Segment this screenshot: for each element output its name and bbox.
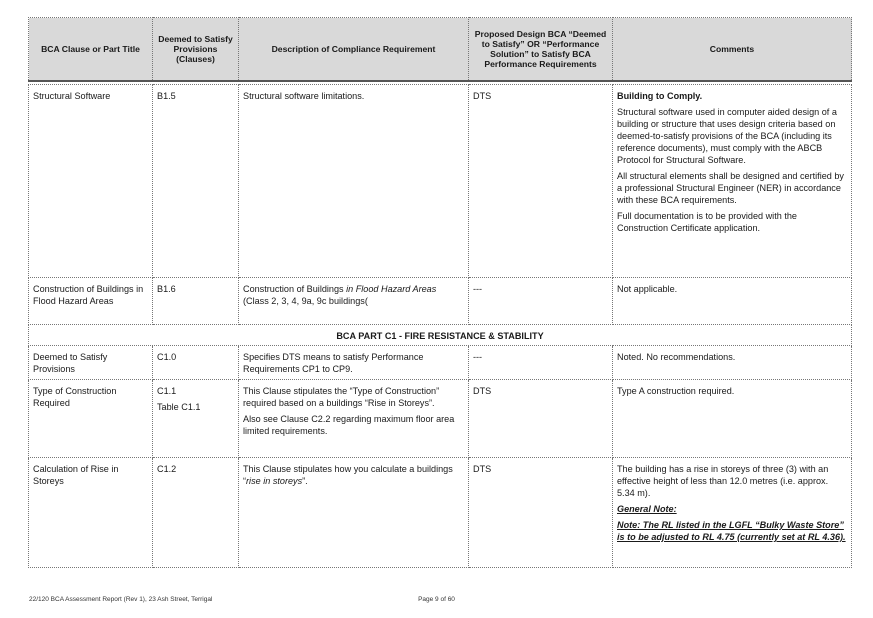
header-description: Description of Compliance Requirement [239,18,469,82]
row-comments [613,458,852,568]
header-proposed: Proposed Design BCA “Deemed to Satisfy” OR “Performance Solution” to Satisfy BCA Performance Requirements [469,18,613,82]
header-clause: BCA Clause or Part Title [29,18,153,82]
row-comments: Not applicable. [613,278,852,325]
header-dts: Deemed to Satisfy Provisions (Clauses) [153,18,239,82]
bca-assessment-table [28,17,852,568]
comment-heading: Building to Comply. [617,91,703,101]
comment-paragraph: All structural elements shall be designed and certified by a professional Structural Engineer (NER) in accordance with these BCA requirements. [617,171,844,205]
description-text: This Clause stipulates how you calculate a buildings “ [243,464,453,486]
row-proposed: DTS [469,85,613,278]
general-note-heading: General Note: [617,504,677,514]
row-description [239,380,469,458]
footer-page-number: Page 9 of 60 [418,596,455,603]
row-proposed: --- [469,346,613,380]
section-title: BCA PART C1 - FIRE RESISTANCE & STABILITY [29,325,852,346]
row-description [239,278,469,325]
row-proposed: DTS [469,380,613,458]
row-clause: B1.6 [153,278,239,325]
note-text: Note: The RL listed in the LGFL “Bulky Waste Store” is to be adjusted to RL 4.75 (currently set at RL 4.36). [617,520,846,542]
row-comments: Type A construction required. [613,380,852,458]
row-proposed: --- [469,278,613,325]
row-title: Deemed to Satisfy Provisions [29,346,153,380]
table-row [29,278,852,325]
table-header-row [29,18,852,82]
description-paragraph: This Clause stipulates the “Type of Construction” required based on a buildings “Rise in Storeys”. [243,386,440,408]
clause-number: C1.1 [157,386,177,396]
table-row [29,85,852,278]
section-header-row [29,325,852,346]
description-text: Construction of Buildings [243,284,347,294]
description-paragraph: Also see Clause C2.2 regarding maximum floor area limited requirements. [243,414,455,436]
footer-document-reference: 22/120 BCA Assessment Report (Rev 1), 23 Ash Street, Terrigal [29,596,213,603]
row-title: Calculation of Rise in Storeys [29,458,153,568]
row-description: Structural software limitations. [239,85,469,278]
description-text: ”. [302,476,308,486]
row-proposed: DTS [469,458,613,568]
row-clause: C1.0 [153,346,239,380]
row-clause: C1.2 [153,458,239,568]
description-italic: in Flood Hazard Areas [346,284,437,294]
row-title: Structural Software [29,85,153,278]
description-italic: rise in storeys [246,476,303,486]
row-clause [153,380,239,458]
row-comments [613,85,852,278]
row-title: Type of Construction Required [29,380,153,458]
row-description: Specifies DTS means to satisfy Performance Requirements CP1 to CP9. [239,346,469,380]
table-row [29,458,852,568]
table-row [29,346,852,380]
row-clause: B1.5 [153,85,239,278]
table-row [29,380,852,458]
row-title: Construction of Buildings in Flood Hazard Areas [29,278,153,325]
comment-paragraph: Structural software used in computer aided design of a building or structure that uses design criteria based on deemed-to-satisfy provisions of the BCA (including its reference documents), must comply with the ABCB Protocol for Structural Software. [617,107,837,165]
clause-table: Table C1.1 [157,402,201,412]
comment-paragraph: The building has a rise in storeys of three (3) with an effective height of less than 12.0 metres (i.e. approx. 5.34 m). [617,464,829,498]
row-comments: Noted. No recommendations. [613,346,852,380]
header-comments: Comments [613,18,852,82]
description-text: (Class 2, 3, 4, 9a, 9c buildings( [243,296,368,306]
row-description [239,458,469,568]
comment-paragraph: Full documentation is to be provided with the Construction Certificate application. [617,211,797,233]
